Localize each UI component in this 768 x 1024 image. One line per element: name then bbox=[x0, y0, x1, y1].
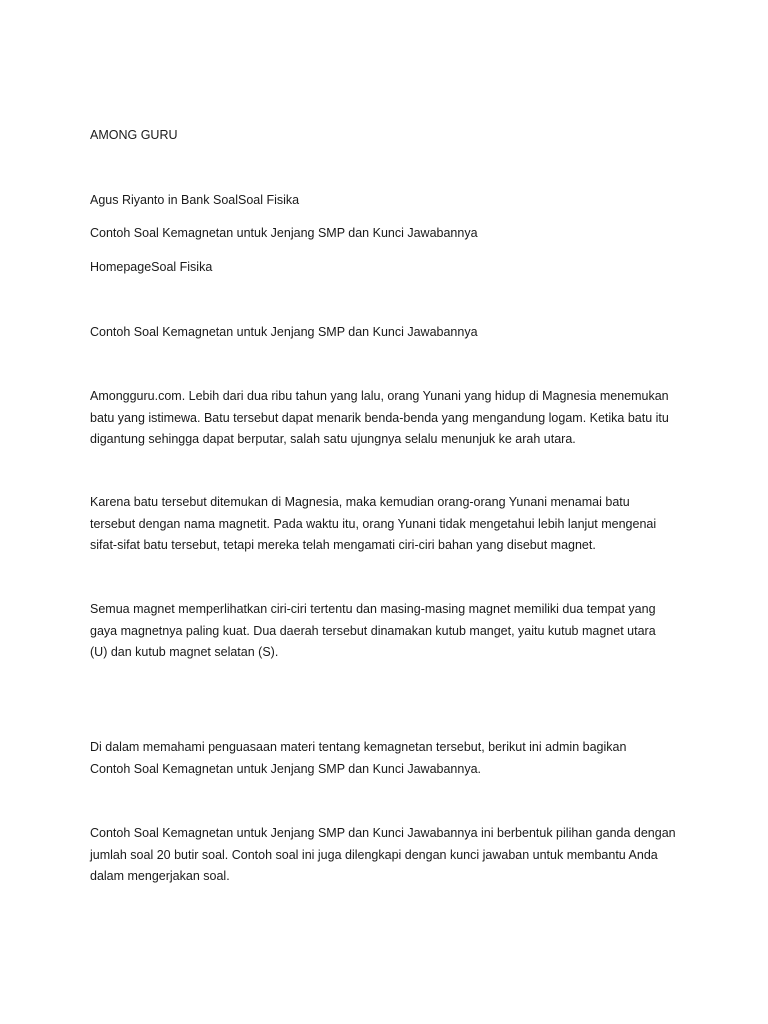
paragraph-intro bbox=[90, 386, 690, 451]
paragraph-line: batu yang istimewa. Batu tersebut dapat menarik benda-benda yang mengandung logam. Ketika batu itu bbox=[90, 410, 669, 425]
paragraph-line: Contoh Soal Kemagnetan untuk Jenjang SMP dan Kunci Jawabannya ini berbentuk pilihan ganda dengan bbox=[90, 826, 676, 840]
byline: Agus Riyanto in Bank SoalSoal Fisika bbox=[90, 193, 300, 207]
paragraph-line: jumlah soal 20 butir soal. Contoh soal ini juga dilengkapi dengan kunci jawaban untuk membantu Anda bbox=[90, 847, 658, 862]
paragraph-admin bbox=[90, 737, 690, 780]
paragraph-kutub bbox=[90, 599, 690, 664]
paragraph-line: dalam mengerjakan soal. bbox=[90, 869, 230, 883]
paragraph-line: Contoh Soal Kemagnetan untuk Jenjang SMP dan Kunci Jawabannya. bbox=[90, 761, 482, 776]
breadcrumb: HomepageSoal Fisika bbox=[90, 260, 213, 274]
paragraph-line: sifat-sifat batu tersebut, tetapi mereka telah mengamati ciri-ciri bahan yang disebut magnet. bbox=[90, 538, 596, 552]
paragraph-line: digantung sehingga dapat berputar, salah satu ujungnya selalu menunjuk ke arah utara. bbox=[90, 432, 576, 446]
paragraph-line: Amongguru.com. Lebih dari dua ribu tahun yang lalu, orang Yunani yang hidup di Magnesia menemukan bbox=[90, 389, 669, 403]
site-title: AMONG GURU bbox=[90, 128, 178, 142]
paragraph-line: gaya magnetnya paling kuat. Dua daerah tersebut dinamakan kutub manget, yaitu kutub magnet utara bbox=[90, 623, 656, 638]
paragraph-line: Semua magnet memperlihatkan ciri-ciri tertentu dan masing-masing magnet memiliki dua tempat yang bbox=[90, 602, 656, 616]
paragraph-line: tersebut dengan nama magnetit. Pada waktu itu, orang Yunani tidak mengetahui lebih lanjut mengenai bbox=[90, 516, 657, 531]
paragraph-line: (U) dan kutub magnet selatan (S). bbox=[90, 645, 279, 659]
paragraph-line: Karena batu tersebut ditemukan di Magnesia, maka kemudian orang-orang Yunani menamai batu bbox=[90, 495, 630, 509]
paragraph-pilihan-ganda bbox=[90, 823, 690, 888]
article-title: Contoh Soal Kemagnetan untuk Jenjang SMP dan Kunci Jawabannya bbox=[90, 226, 478, 240]
paragraph-magnetit bbox=[90, 492, 690, 557]
article-heading: Contoh Soal Kemagnetan untuk Jenjang SMP dan Kunci Jawabannya bbox=[90, 325, 478, 339]
paragraph-line: Di dalam memahami penguasaan materi tentang kemagnetan tersebut, berikut ini admin bagikan bbox=[90, 740, 627, 754]
